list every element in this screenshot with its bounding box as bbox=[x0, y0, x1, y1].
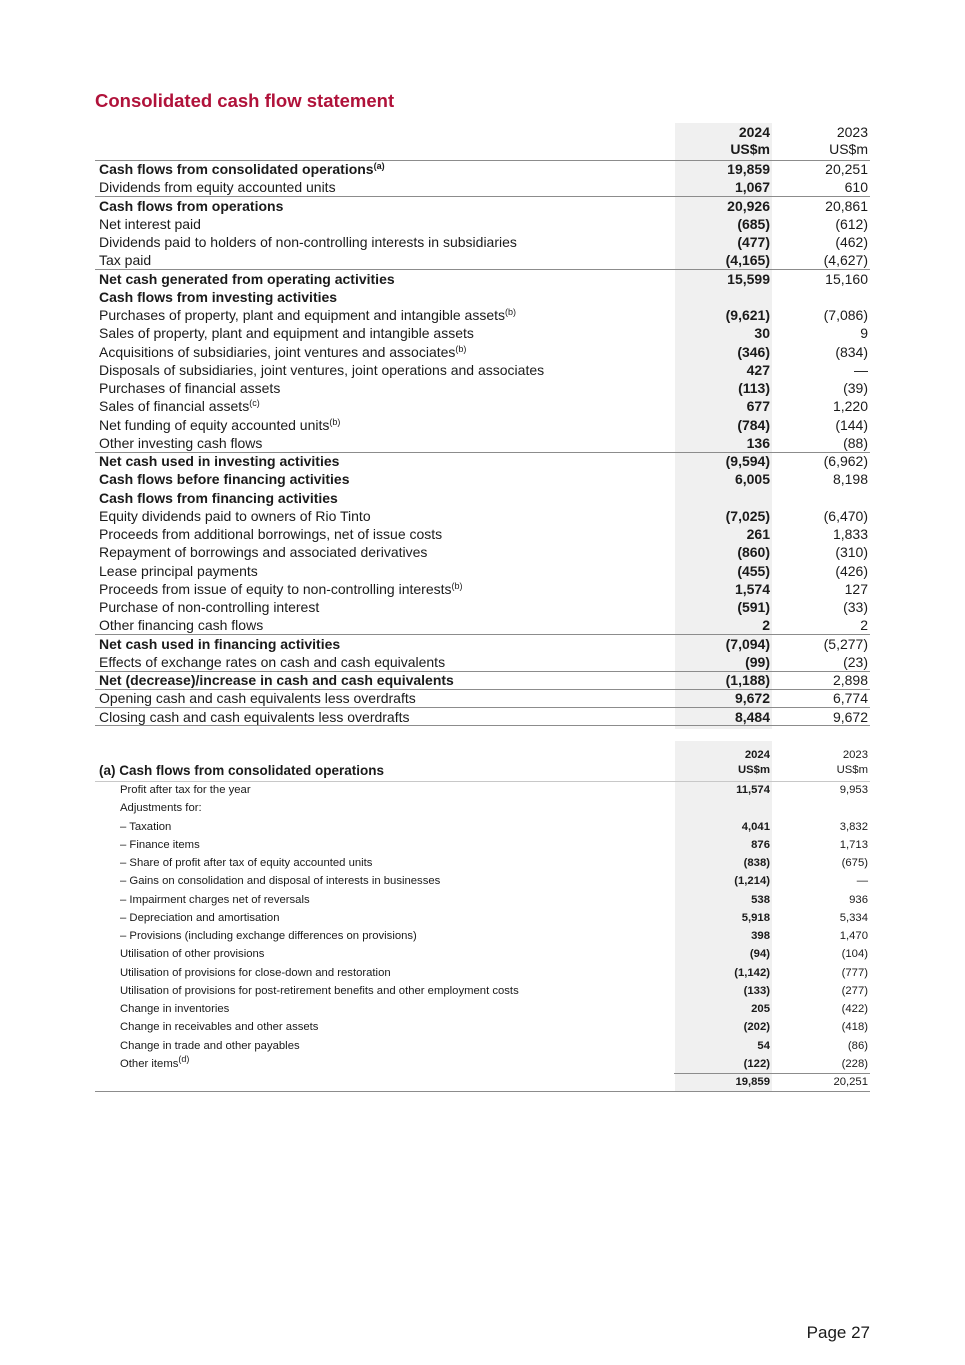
note-value-2024: 54 bbox=[757, 1039, 770, 1052]
main-value-2024: 2 bbox=[762, 617, 770, 634]
main-row bbox=[95, 397, 870, 415]
main-value-2023: (834) bbox=[835, 343, 868, 360]
main-value-2023: (6,962) bbox=[775, 452, 870, 470]
main-value-2024: 6,005 bbox=[734, 471, 770, 488]
main-row-label: Cash flows from operations bbox=[99, 197, 284, 214]
main-value-2024: (685) bbox=[737, 215, 770, 232]
page-title: Consolidated cash flow statement bbox=[95, 90, 395, 111]
note-row bbox=[95, 1018, 870, 1036]
main-value-2024: (784) bbox=[737, 416, 770, 433]
note-row-label: – Finance items bbox=[120, 838, 200, 851]
main-value-2024: 1,067 bbox=[734, 179, 770, 196]
note-value-2023: 1,470 bbox=[839, 930, 868, 943]
main-row bbox=[95, 361, 870, 379]
note-value-2024: 538 bbox=[751, 893, 770, 906]
note-value-2023: (277) bbox=[841, 984, 868, 997]
main-value-2024: (7,025) bbox=[725, 507, 770, 524]
main-value-2024: 19,859 bbox=[674, 160, 775, 178]
note-value-2023: 3,832 bbox=[839, 820, 868, 833]
main-row bbox=[95, 379, 870, 397]
note-row-label: Adjustments for: bbox=[120, 802, 202, 815]
main-row bbox=[95, 197, 870, 215]
main-value-2024: 1,574 bbox=[734, 580, 770, 597]
note-header-2024: 2024 US$m bbox=[674, 741, 775, 781]
main-value-2023 bbox=[775, 288, 870, 306]
note-row bbox=[95, 1037, 870, 1055]
note-value-2024: 5,918 bbox=[741, 911, 770, 924]
main-row-label: Cash flows from financing activities bbox=[99, 489, 338, 506]
note-row-label: Change in receivables and other assets bbox=[120, 1021, 319, 1034]
main-row bbox=[95, 215, 870, 233]
note-row-label: Utilisation of provisions for close-down and restoration bbox=[120, 966, 391, 979]
main-value-2023: (144) bbox=[835, 416, 868, 433]
main-value-2023: 20,861 bbox=[775, 197, 870, 215]
header-2024: 2024 US$m bbox=[730, 123, 770, 157]
main-value-2024: (9,621) bbox=[725, 307, 770, 324]
note-row bbox=[95, 1055, 870, 1073]
main-value-2024: 261 bbox=[746, 526, 770, 543]
note-value-2024: (133) bbox=[743, 984, 770, 997]
main-row bbox=[95, 525, 870, 543]
main-value-2023: (7,086) bbox=[823, 307, 868, 324]
main-value-2023: 6,774 bbox=[775, 689, 870, 707]
main-row-label: Net cash used in financing activities bbox=[99, 635, 341, 652]
main-value-2024: 15,599 bbox=[674, 270, 775, 288]
main-value-2024: 677 bbox=[746, 398, 770, 415]
note-row-label: Utilisation of other provisions bbox=[120, 948, 265, 961]
main-value-2023: (33) bbox=[843, 599, 868, 616]
main-row bbox=[95, 306, 870, 324]
main-row-label: Opening cash and cash equivalents less overdrafts bbox=[99, 690, 416, 707]
main-row-label: Other financing cash flows bbox=[99, 617, 264, 634]
main-value-2024: 8,484 bbox=[674, 708, 775, 726]
note-total-2024: 19,859 bbox=[674, 1073, 775, 1091]
note-value-2023: (418) bbox=[841, 1021, 868, 1034]
note-value-2023: — bbox=[856, 875, 868, 888]
main-value-2023: 2 bbox=[860, 617, 868, 634]
note-value-2024: 876 bbox=[751, 838, 770, 851]
note-row bbox=[95, 964, 870, 982]
main-row bbox=[95, 288, 870, 306]
main-row bbox=[95, 562, 870, 580]
main-row bbox=[95, 270, 870, 288]
main-value-2024: (9,594) bbox=[674, 452, 775, 470]
main-value-2024: (113) bbox=[738, 380, 770, 397]
note-value-2023: 1,713 bbox=[839, 838, 868, 851]
main-value-2023: (5,277) bbox=[775, 635, 870, 653]
main-row-label: Effects of exchange rates on cash and cash equivalents bbox=[99, 653, 446, 670]
main-row bbox=[95, 160, 870, 178]
note-row bbox=[95, 854, 870, 872]
main-value-2023: 9,672 bbox=[775, 708, 870, 726]
main-value-2023: 9 bbox=[860, 325, 868, 342]
main-value-2023: 1,220 bbox=[832, 398, 868, 415]
main-row-label: Other investing cash flows bbox=[99, 434, 263, 451]
main-value-2023: (6,470) bbox=[823, 507, 868, 524]
note-row bbox=[95, 1000, 870, 1018]
main-row bbox=[95, 178, 870, 196]
note-total-row bbox=[95, 1073, 870, 1091]
main-value-2023: (612) bbox=[835, 215, 868, 232]
note-row-label: – Share of profit after tax of equity accounted units bbox=[120, 857, 373, 870]
note-header bbox=[95, 741, 870, 781]
footnote-ref: (b) bbox=[455, 343, 467, 354]
main-row bbox=[95, 251, 870, 269]
note-row bbox=[95, 836, 870, 854]
main-value-2023: (23) bbox=[843, 653, 868, 670]
main-row bbox=[95, 653, 870, 671]
main-value-2024: (1,188) bbox=[674, 671, 775, 689]
main-value-2024: (99) bbox=[745, 653, 770, 670]
main-row-label: Proceeds from issue of equity to non-controlling interests bbox=[99, 580, 452, 597]
main-row-label: Lease principal payments bbox=[99, 562, 258, 579]
main-value-2023: (462) bbox=[835, 234, 868, 251]
note-row bbox=[95, 818, 870, 836]
main-value-2023: (310) bbox=[835, 544, 868, 561]
main-value-2024 bbox=[674, 489, 775, 507]
main-value-2023: — bbox=[854, 361, 868, 378]
main-value-2023: (426) bbox=[835, 562, 868, 579]
note-row bbox=[95, 872, 870, 890]
main-row-label: Purchase of non-controlling interest bbox=[99, 599, 320, 616]
header-2023: 2023 US$m bbox=[829, 123, 868, 157]
main-value-2023: 1,833 bbox=[832, 526, 868, 543]
main-row-label: Net funding of equity accounted units bbox=[99, 416, 330, 433]
note-row bbox=[95, 982, 870, 1000]
main-value-2023: (39) bbox=[843, 380, 868, 397]
footnote-ref: (b) bbox=[505, 307, 516, 318]
main-row-label: Sales of financial assets bbox=[99, 398, 250, 415]
main-value-2024: 30 bbox=[754, 325, 770, 342]
note-value-2023: 9,953 bbox=[839, 784, 868, 797]
main-row bbox=[95, 324, 870, 342]
main-row-label: Acquisitions of subsidiaries, joint ventures and associates bbox=[99, 343, 456, 360]
note-value-2024: (1,142) bbox=[734, 966, 770, 979]
main-row-label: Net cash used in investing activities bbox=[99, 453, 340, 470]
main-row bbox=[95, 689, 870, 707]
note-value-2023: (675) bbox=[841, 857, 868, 870]
main-row-label: Net cash generated from operating activities bbox=[99, 270, 395, 287]
main-value-2023: 127 bbox=[844, 580, 868, 597]
note-value-2023: (228) bbox=[841, 1057, 868, 1070]
main-row bbox=[95, 580, 870, 598]
main-value-2024: (4,165) bbox=[725, 252, 770, 269]
main-value-2023: 2,898 bbox=[775, 671, 870, 689]
main-row-label: Cash flows before financing activities bbox=[99, 471, 350, 488]
note-value-2024: 398 bbox=[751, 930, 770, 943]
main-row bbox=[95, 635, 870, 653]
main-value-2023: 20,251 bbox=[775, 160, 870, 178]
note-value-2023: (777) bbox=[841, 966, 868, 979]
main-row bbox=[95, 598, 870, 616]
note-value-2024: 205 bbox=[751, 1003, 770, 1016]
note-row-label: – Depreciation and amortisation bbox=[120, 911, 280, 924]
note-row-label: Other items bbox=[120, 1057, 179, 1070]
main-row-label: Purchases of property, plant and equipment and intangible assets bbox=[99, 307, 505, 324]
note-row-label: Change in inventories bbox=[120, 1003, 230, 1016]
footnote-ref: (b) bbox=[451, 580, 463, 591]
note-row-label: – Provisions (including exchange differences on provisions) bbox=[120, 930, 417, 943]
main-row-label: Sales of property, plant and equipment and intangible assets bbox=[99, 325, 474, 342]
main-row-label: Purchases of financial assets bbox=[99, 380, 281, 397]
main-row bbox=[95, 233, 870, 251]
note-value-2024: 4,041 bbox=[741, 820, 770, 833]
note-row-label: – Impairment charges net of reversals bbox=[120, 893, 310, 906]
note-row-label: Profit after tax for the year bbox=[120, 784, 251, 797]
main-value-2024: (860) bbox=[737, 544, 770, 561]
main-row-label: Disposals of subsidiaries, joint ventures, joint operations and associates bbox=[99, 361, 545, 378]
main-row-label: Tax paid bbox=[99, 252, 152, 269]
note-value-2024 bbox=[674, 799, 775, 817]
note-row bbox=[95, 909, 870, 927]
main-row-label: Cash flows from investing activities bbox=[99, 288, 338, 305]
main-row-label: Closing cash and cash equivalents less overdrafts bbox=[99, 708, 410, 725]
note-row bbox=[95, 927, 870, 945]
main-value-2023: 610 bbox=[844, 179, 868, 196]
note-row-label: Utilisation of provisions for post-retirement benefits and other employment costs bbox=[120, 984, 519, 997]
main-value-2023: (4,627) bbox=[823, 252, 868, 269]
note-value-2023: (104) bbox=[841, 948, 868, 961]
note-row bbox=[95, 891, 870, 909]
main-value-2024: 20,926 bbox=[674, 197, 775, 215]
main-value-2024: (591) bbox=[737, 599, 770, 616]
main-row bbox=[95, 434, 870, 452]
note-row-label: – Gains on consolidation and disposal of interests in businesses bbox=[120, 875, 441, 888]
main-row bbox=[95, 507, 870, 525]
note-value-2024: (122) bbox=[743, 1057, 770, 1070]
main-row-label: Dividends paid to holders of non-controlling interests in subsidiaries bbox=[99, 234, 517, 251]
note-value-2023: (86) bbox=[847, 1039, 868, 1052]
footnote-ref: (a) bbox=[373, 161, 385, 172]
main-row-label: Dividends from equity accounted units bbox=[99, 179, 336, 196]
note-value-2024: (838) bbox=[743, 857, 770, 870]
main-row bbox=[95, 452, 870, 470]
note-header-2023: 2023 US$m bbox=[775, 741, 870, 781]
main-value-2024: (455) bbox=[737, 562, 770, 579]
cash-flow-table bbox=[95, 123, 870, 726]
main-value-2023: 8,198 bbox=[832, 471, 868, 488]
footnote-ref: (b) bbox=[329, 416, 341, 427]
main-row bbox=[95, 416, 870, 434]
note-a-table bbox=[95, 741, 870, 1092]
main-row bbox=[95, 671, 870, 689]
note-value-2024: 11,574 bbox=[736, 784, 770, 797]
main-row-label: Net interest paid bbox=[99, 215, 201, 232]
page-number: Page 27 bbox=[806, 1323, 870, 1342]
note-value-2023: 5,334 bbox=[839, 911, 868, 924]
main-value-2024: 427 bbox=[746, 361, 770, 378]
main-value-2023 bbox=[775, 489, 870, 507]
main-value-2024: (346) bbox=[737, 343, 770, 360]
note-value-2024: (94) bbox=[749, 948, 770, 961]
note-value-2023: (422) bbox=[841, 1003, 868, 1016]
main-row bbox=[95, 470, 870, 488]
footnote-ref: (c) bbox=[249, 398, 260, 409]
main-value-2024: (7,094) bbox=[674, 635, 775, 653]
main-value-2024: 136 bbox=[746, 434, 770, 451]
main-row-label: Proceeds from additional borrowings, net of issue costs bbox=[99, 526, 443, 543]
main-row bbox=[95, 616, 870, 634]
note-total-2023: 20,251 bbox=[775, 1073, 870, 1091]
main-row-label: Repayment of borrowings and associated derivatives bbox=[99, 544, 428, 561]
note-value-2024: (1,214) bbox=[734, 875, 770, 888]
main-value-2023: 15,160 bbox=[775, 270, 870, 288]
note-value-2024: (202) bbox=[743, 1021, 770, 1034]
main-row-label: Cash flows from consolidated operations bbox=[99, 161, 374, 178]
main-row bbox=[95, 489, 870, 507]
main-value-2024: (477) bbox=[737, 234, 770, 251]
note-row-label: Change in trade and other payables bbox=[120, 1039, 300, 1052]
main-row bbox=[95, 708, 870, 726]
note-row bbox=[95, 799, 870, 817]
note-row bbox=[95, 945, 870, 963]
main-row-label: Net (decrease)/increase in cash and cash equivalents bbox=[99, 672, 454, 689]
main-row-label: Equity dividends paid to owners of Rio Tinto bbox=[99, 507, 371, 524]
main-row bbox=[95, 543, 870, 561]
main-value-2023: (88) bbox=[843, 434, 868, 451]
note-title: (a) Cash flows from consolidated operations bbox=[95, 741, 674, 781]
note-value-2023: 936 bbox=[849, 893, 868, 906]
note-value-2023 bbox=[775, 799, 870, 817]
main-value-2024: 9,672 bbox=[674, 689, 775, 707]
main-row bbox=[95, 343, 870, 361]
footnote-ref: (d) bbox=[178, 1053, 190, 1064]
table-header bbox=[95, 123, 870, 160]
note-row bbox=[95, 781, 870, 799]
note-row-label: – Taxation bbox=[120, 820, 172, 833]
main-value-2024 bbox=[674, 288, 775, 306]
